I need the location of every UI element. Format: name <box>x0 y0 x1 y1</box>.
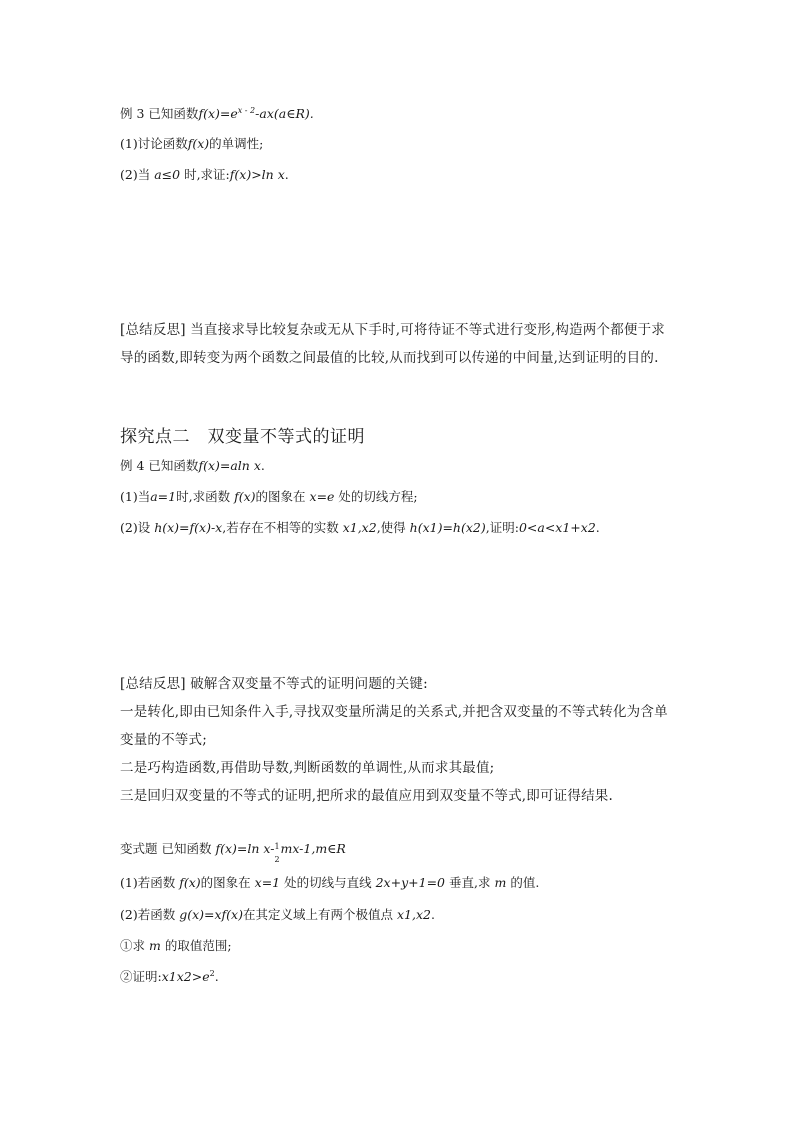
q1-mid2: 处的切线与直线 <box>284 875 372 890</box>
example3-func: f(x)=e <box>198 106 238 121</box>
q1-prefix: (1)当 <box>120 489 151 504</box>
q2-mid3: ,证明: <box>485 520 519 535</box>
q1-mid: 时,求函数 <box>176 489 231 504</box>
sub2-ineq: x1x2>e <box>161 969 210 984</box>
q2-g: g(x)=xf(x) <box>179 907 243 922</box>
variant-label: 变式题 <box>120 841 158 856</box>
example3-exp: x - 2 <box>237 105 256 115</box>
example4-statement <box>120 458 265 474</box>
q2-end: . <box>284 167 289 182</box>
q1-line: 2x+y+1=0 <box>375 875 446 890</box>
summary2-line1: [总结反思] 破解含双变量不等式的证明问题的关键: <box>120 676 428 692</box>
variant-sub1 <box>120 938 232 954</box>
q2-prefix: (2)若函数 <box>120 907 176 922</box>
q1-func: f(x) <box>234 489 256 504</box>
variant-func-b: mx-1,m∈R <box>280 841 346 856</box>
example3-question1 <box>120 136 263 152</box>
q1-mid3: 垂直,求 <box>449 875 491 890</box>
q2-eq: h(x1)=h(x2) <box>409 520 486 535</box>
variant-sub2 <box>120 969 219 985</box>
example3-rest: -ax(a∈R). <box>255 106 314 121</box>
q2-ineq: 0<a<x1+x2 <box>518 520 596 535</box>
q1-a: a=1 <box>150 489 177 504</box>
q1-func: f(x) <box>187 136 210 151</box>
example3-text: 已知函数 <box>148 106 199 121</box>
example4-question1 <box>120 489 418 505</box>
summary-reflection-2 <box>120 670 676 810</box>
q1-suffix: 的单调性; <box>209 136 264 151</box>
example4-question2 <box>120 520 600 536</box>
variant-statement <box>120 841 346 864</box>
sub2-exp: 2 <box>209 968 215 978</box>
q2-cond: a≤0 <box>154 167 181 182</box>
q2-vars: x1,x2 <box>342 520 377 535</box>
q2-end: . <box>430 907 435 922</box>
q1-prefix: (1)讨论函数 <box>120 136 188 151</box>
q1-suffix: 的值. <box>510 875 540 890</box>
variant-func-a: f(x)=ln x- <box>215 841 275 856</box>
section-title: 探究点二 双变量不等式的证明 <box>120 427 365 447</box>
q1-x: x=1 <box>254 875 281 890</box>
q1-suffix: 处的切线方程; <box>338 489 418 504</box>
q2-mid: ,若存在不相等的实数 <box>222 520 339 535</box>
q1-m: m <box>494 875 507 890</box>
example4-end: . <box>260 458 265 473</box>
variant-text: 已知函数 <box>161 841 212 856</box>
summary-reflection-1: [总结反思] 当直接求导比较复杂或无从下手时,可将待证不等式进行变形,构造两个都便于求导的函数,即转变为两个函数之间最值的比较,从而找到可以传递的中间量,达到证明的目的. <box>120 322 666 366</box>
q1-func: f(x) <box>179 875 201 890</box>
summary2-line4: 三是回归双变量的不等式的证明,把所求的最值应用到双变量不等式,即可证得结果. <box>120 788 613 804</box>
q2-end: . <box>595 520 600 535</box>
q2-mid2: ,使得 <box>376 520 406 535</box>
sub1-prefix: ①求 <box>120 938 146 953</box>
q2-vars: x1,x2 <box>396 907 431 922</box>
sub1-suffix: 的取值范围; <box>164 938 232 953</box>
q2-h: h(x)=f(x)-x <box>154 520 223 535</box>
example3-question2 <box>120 167 289 183</box>
q1-x: x=e <box>309 489 335 504</box>
sub2-end: . <box>214 969 219 984</box>
q2-ineq: f(x)>ln x <box>229 167 285 182</box>
q2-prefix: (2)当 <box>120 167 151 182</box>
sub2-prefix: ②证明: <box>120 969 162 984</box>
fraction-numerator: 1 <box>274 842 280 851</box>
q1-prefix: (1)若函数 <box>120 875 176 890</box>
summary2-line2: 一是转化,即由已知条件入手,寻找双变量所满足的关系式,并把含双变量的不等式转化为含单变量的不等式; <box>120 704 668 748</box>
q1-mid2: 的图象在 <box>255 489 306 504</box>
q2-mid: 时,求证: <box>184 167 230 182</box>
summary2-line3: 二是巧构造函数,再借助导数,判断函数的单调性,从而求其最值; <box>120 760 495 776</box>
fraction-denominator: 2 <box>274 855 280 864</box>
example4-text: 已知函数 <box>148 458 199 473</box>
variant-question1 <box>120 875 539 891</box>
example3-statement <box>120 106 314 122</box>
example4-func: f(x)=aln x <box>198 458 261 473</box>
q1-mid: 的图象在 <box>200 875 251 890</box>
sub1-m: m <box>149 938 161 953</box>
example4-label: 例 4 <box>120 458 145 473</box>
q2-prefix: (2)设 <box>120 520 151 535</box>
example3-label: 例 3 <box>120 106 145 121</box>
q2-mid: 在其定义域上有两个极值点 <box>242 907 393 922</box>
variant-question2 <box>120 907 435 923</box>
